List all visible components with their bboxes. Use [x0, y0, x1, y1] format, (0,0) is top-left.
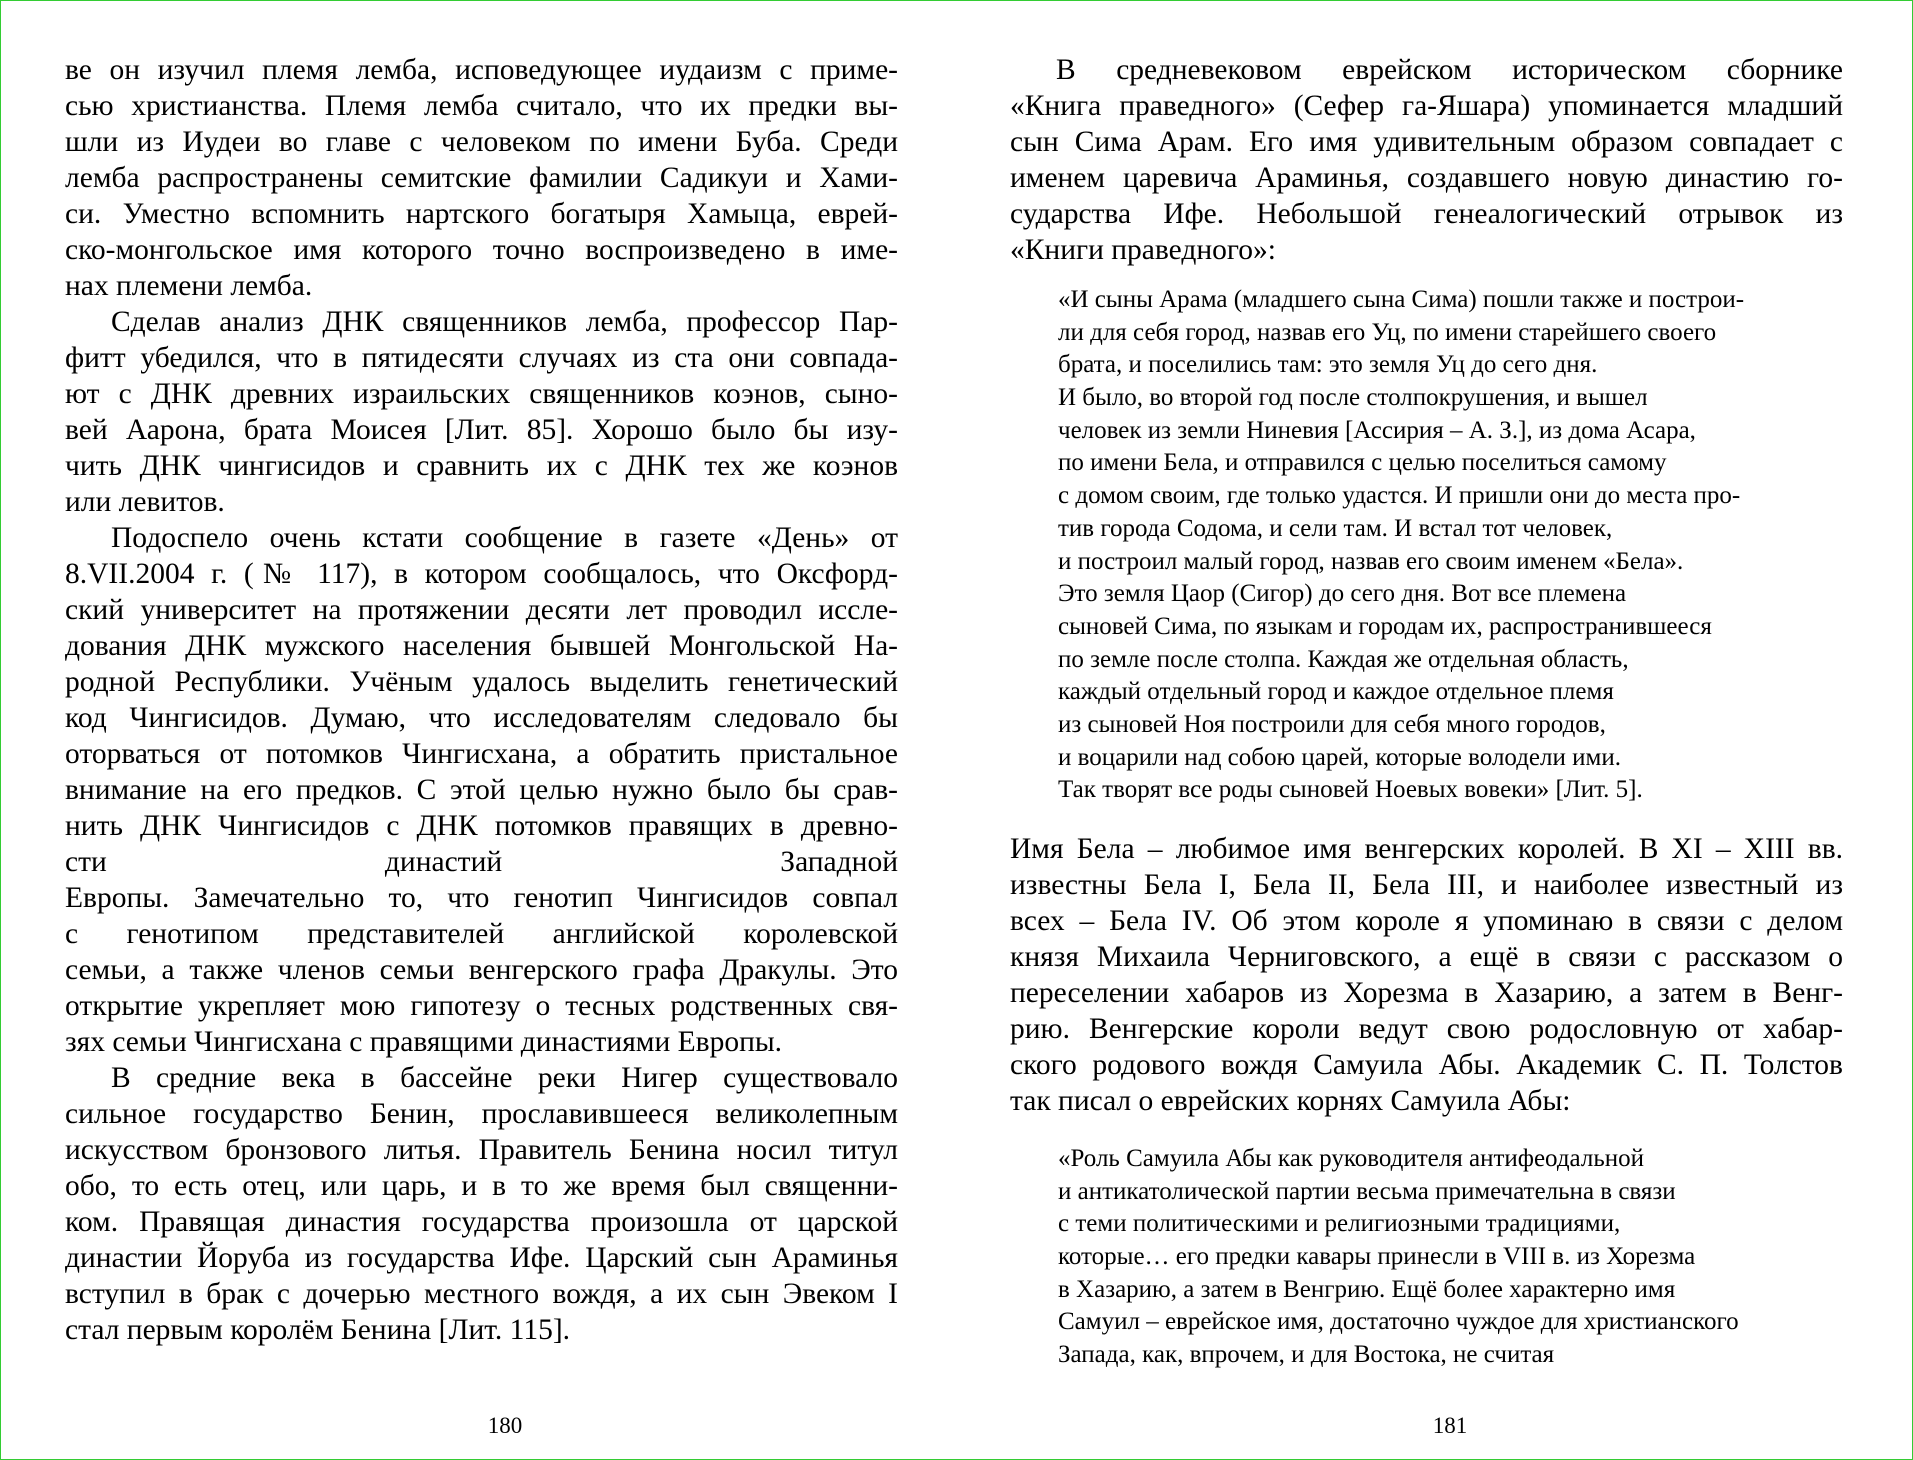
text-line: ком. Правящая династия государства произошла от царской	[65, 1206, 898, 1238]
quote-line: из сыновей Ноя построили для себя много городов,	[1058, 710, 1606, 738]
text-line: переселении хабаров из Хорезма в Хазарию, а затем в Венг-	[1010, 977, 1843, 1009]
text-line: ско-монгольское имя которого точно воспроизведено в име-	[65, 234, 898, 266]
quote-line: и антикатолической партии весьма примечательна в связи	[1058, 1177, 1676, 1205]
text-line: нить ДНК Чингисидов с ДНК потомков правящих в древно-	[65, 810, 898, 842]
text-line: ского родового вождя Самуила Абы. Академик С. П. Толстов	[1010, 1049, 1843, 1081]
text-line: князя Михаила Черниговского, а ещё в связи с рассказом о	[1010, 941, 1843, 973]
text-line: стал первым королём Бенина [Лит. 115].	[65, 1314, 571, 1346]
text-line: си. Уместно вспомнить нартского богатыря Хамыца, еврей-	[65, 198, 898, 230]
text-line: «Книга праведного» (Сефер га-Яшара) упоминается младший	[1010, 90, 1843, 122]
text-line: Имя Бела – любимое имя венгерских королей. В XI – XIII вв.	[1010, 833, 1843, 865]
text-line: открытие укрепляет мою гипотезу о тесных родственных свя-	[65, 990, 898, 1022]
text-line: Сделав анализ ДНК священников лемба, профессор Пар-	[111, 306, 898, 338]
intro-paragraph	[1010, 52, 1843, 268]
text-line: нах племени лемба.	[65, 270, 313, 302]
text-line: ский университет на протяжении десяти лет проводил иссле-	[65, 594, 898, 626]
text-line: внимание на его предков. С этой целью нужно было бы срав-	[65, 774, 898, 806]
text-line: В средние века в бассейне реки Нигер существовало	[111, 1062, 898, 1094]
quote-line: Это земля Цаор (Сигор) до сего дня. Вот все племена	[1058, 580, 1627, 608]
left-page	[65, 52, 898, 1348]
quote-line: и построил малый город, назвав его своим именем «Бела».	[1058, 547, 1684, 575]
text-line: искусством бронзового литья. Правитель Бенина носил титул	[65, 1134, 898, 1166]
quote-line: по земле после столпа. Каждая же отдельная область,	[1058, 645, 1629, 673]
quote-line: Запада, как, впрочем, и для Востока, не считая	[1058, 1341, 1555, 1369]
text-line: зях семьи Чингисхана с правящими династиями Европы.	[65, 1026, 783, 1058]
text-line: сти династий Западной	[65, 846, 898, 878]
quote-line: по имени Бела, и отправился с целью поселиться самому	[1058, 449, 1667, 477]
text-line: «Книги праведного»:	[1010, 234, 1276, 266]
page-number: 180	[487, 1413, 523, 1438]
text-line: сударства Ифе. Небольшой генеалогический отрывок из	[1010, 198, 1843, 230]
text-line: вей Аарона, брата Моисея [Лит. 85]. Хорошо было бы изу-	[65, 414, 898, 446]
text-line: династии Йоруба из государства Ифе. Царский сын Араминья	[65, 1242, 898, 1274]
text-line: В средневековом еврейском историческом сборнике	[1056, 54, 1843, 86]
quote-line: «Роль Самуила Абы как руководителя антифеодальной	[1058, 1145, 1645, 1172]
text-line: ют с ДНК древних израильских священников коэнов, сыно-	[65, 378, 898, 410]
quote-line: каждый отдельный город и каждое отдельное племя	[1058, 678, 1614, 706]
middle-paragraph	[1010, 831, 1843, 1119]
text-line: шли из Иудеи во главе с человеком по имени Буба. Среди	[65, 126, 898, 158]
quote-line: и воцарили над собою царей, которые володели ими.	[1058, 743, 1621, 771]
text-line: с генотипом представителей английской королевской	[65, 918, 898, 950]
text-line: всех – Бела IV. Об этом короле я упоминаю в связи с делом	[1010, 905, 1843, 937]
text-line: известны Бела I, Бела II, Бела III, и наиболее известный из	[1010, 869, 1843, 901]
text-line: так писал о еврейских корнях Самуила Абы:	[1010, 1085, 1571, 1117]
quote-line: «И сыны Арама (младшего сына Сима) пошли также и построи-	[1058, 286, 1745, 313]
text-line: 8.VII.2004 г. (№ 117), в котором сообщалось, что Оксфорд-	[65, 558, 898, 590]
text-line: сильное государство Бенин, прославившееся великолепным	[65, 1098, 898, 1130]
text-line: сын Сима Арам. Его имя удивительным образом совпадает с	[1010, 126, 1843, 158]
quote-line: брата, и поселились там: это земля Уц до сего дня.	[1058, 351, 1598, 379]
left-page-text	[65, 52, 898, 1348]
text-line: дования ДНК мужского населения бывшей Монгольской На-	[65, 630, 898, 662]
quote-line: человек из земли Ниневия [Ассирия – А. З.], из дома Асара,	[1058, 416, 1696, 444]
text-line: сью христианства. Племя лемба считало, что их предки вы-	[65, 90, 898, 122]
text-line: или левитов.	[65, 486, 225, 518]
text-line: ве он изучил племя лемба, исповедующее иудаизм с приме-	[65, 54, 898, 86]
text-line: рию. Венгерские короли ведут свою родословную от хабар-	[1010, 1013, 1843, 1045]
text-line: оторваться от потомков Чингисхана, а обратить пристальное	[65, 738, 898, 770]
text-line: код Чингисидов. Думаю, что исследователям следовало бы	[65, 702, 898, 734]
text-line: обо, то есть отец, или царь, и в то же время был священни-	[65, 1170, 898, 1202]
quote-line: ли для себя город, назвав его Уц, по имени старейшего своего	[1058, 318, 1717, 346]
text-line: фитт убедился, что в пятидесяти случаях из ста они совпада-	[65, 342, 898, 374]
quote-line: с теми политическими и религиозными традициями,	[1058, 1210, 1621, 1238]
text-line: именем царевича Араминья, создавшего новую династию го-	[1010, 162, 1843, 194]
quote-line: в Хазарию, а затем в Венгрию. Ещё более характерно имя	[1058, 1275, 1676, 1303]
text-line: Европы. Замечательно то, что генотип Чингисидов совпал	[65, 882, 898, 914]
text-line: Подоспело очень кстати сообщение в газете «День» от	[111, 522, 898, 554]
text-line: родной Республики. Учёным удалось выделить генетический	[65, 666, 898, 698]
block-quote	[1058, 284, 1843, 807]
text-line: чить ДНК чингисидов и сравнить их с ДНК тех же коэнов	[65, 450, 898, 482]
quote-line: которые… его предки кавары принесли в VIII в. из Хорезма	[1058, 1243, 1696, 1271]
quote-line: сыновей Сима, по языкам и городам их, распространившееся	[1058, 612, 1712, 640]
quote-line: Так творят все роды сыновей Ноевых вовеки» [Лит. 5].	[1058, 776, 1643, 804]
quote-line: с домом своим, где только удастся. И пришли они до места про-	[1058, 482, 1741, 510]
block-quote	[1058, 1143, 1843, 1372]
text-line: семьи, а также членов семьи венгерского графа Дракулы. Это	[65, 954, 898, 986]
page-number: 181	[1432, 1413, 1468, 1438]
text-line: лемба распространены семитские фамилии Садикуи и Хами-	[65, 162, 898, 194]
right-page	[1010, 52, 1843, 1372]
quote-line: И было, во второй год после столпокрушения, и вышел	[1058, 384, 1648, 412]
quote-line: тив города Содома, и сели там. И встал тот человек,	[1058, 514, 1613, 542]
quote-line: Самуил – еврейское имя, достаточно чуждое для христианского	[1058, 1308, 1739, 1336]
text-line: вступил в брак с дочерью местного вождя, а их сын Эвеком I	[65, 1278, 898, 1310]
